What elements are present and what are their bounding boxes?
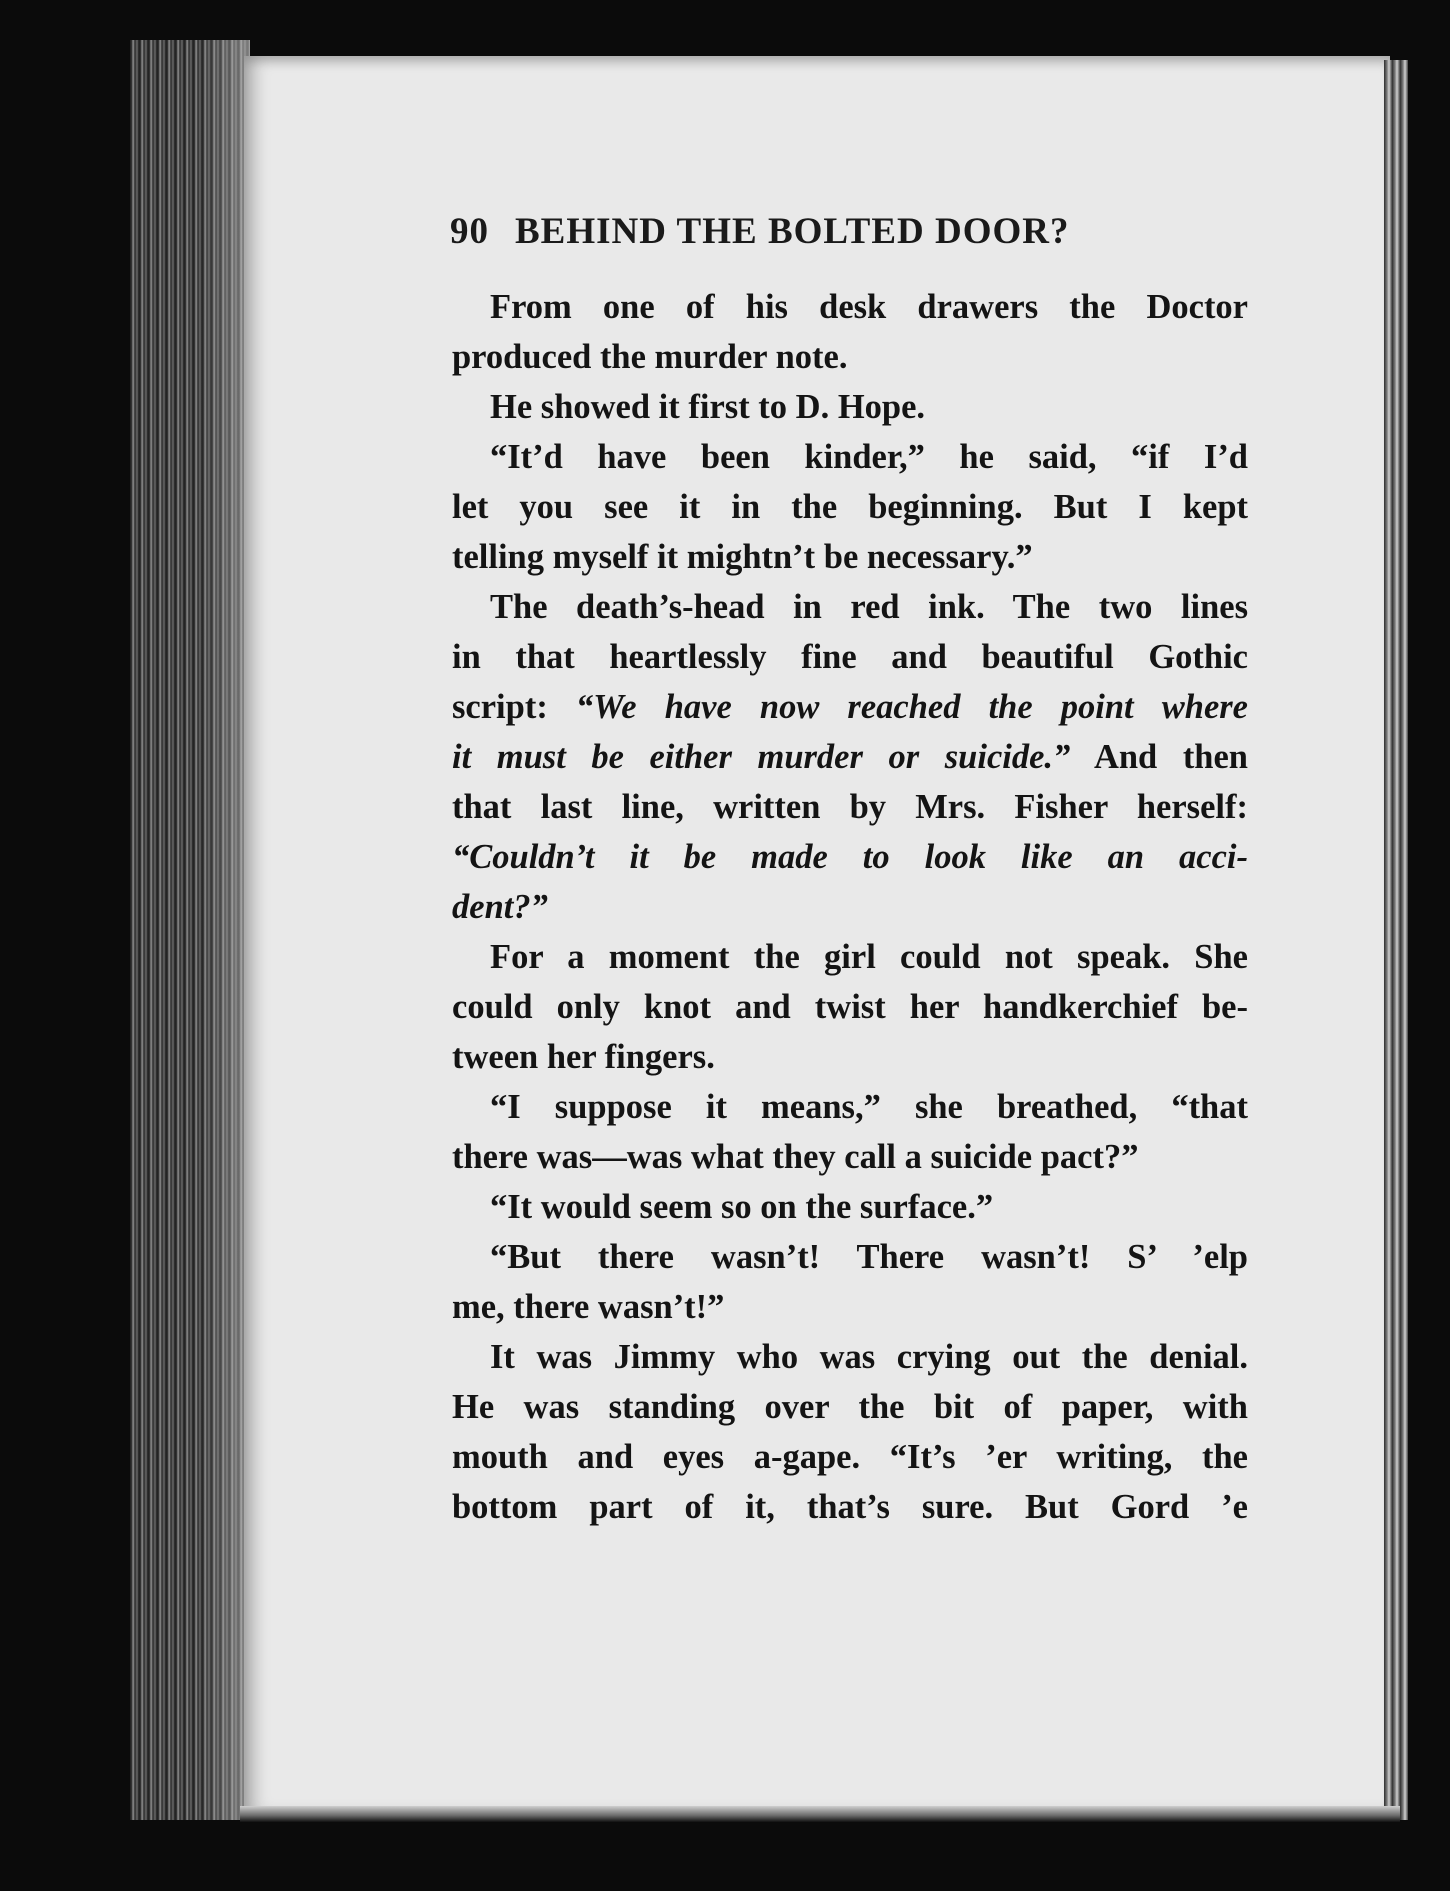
italic-quote: it must be either murder or suicide.”	[452, 738, 1071, 776]
text-line	[452, 732, 1248, 782]
italic-quote: dent?”	[452, 888, 548, 926]
text-fragment: script:	[452, 688, 576, 726]
text-line: me, there wasn’t!”	[452, 1288, 725, 1326]
text-line: in that heartlessly fine and beautiful Gothic	[452, 638, 1248, 676]
page-edges-shading	[200, 40, 250, 1820]
italic-quote: “Couldn’t it be made to look like an acci-	[452, 838, 1248, 876]
text-line: The death’s-head in red ink. The two lines	[490, 588, 1248, 626]
text-line: that last line, written by Mrs. Fisher herself:	[452, 788, 1248, 826]
text-line: produced the murder note.	[452, 338, 848, 376]
text-line: For a moment the girl could not speak. She	[490, 938, 1248, 976]
text-line: tween her fingers.	[452, 1038, 715, 1076]
text-line	[452, 832, 1248, 882]
running-head	[450, 210, 1070, 253]
text-line: He showed it first to D. Hope.	[490, 388, 926, 426]
text-line	[452, 882, 1248, 932]
text-line: “I suppose it means,” she breathed, “that	[490, 1088, 1248, 1126]
text-line	[452, 682, 1248, 732]
running-title: BEHIND THE BOLTED DOOR?	[515, 211, 1070, 252]
body-text	[452, 282, 1248, 1532]
text-line: telling myself it mightn’t be necessary.”	[452, 538, 1033, 576]
text-line: From one of his desk drawers the Doctor	[490, 288, 1248, 326]
text-line: “But there wasn’t! There wasn’t! S’ ’elp	[490, 1238, 1248, 1276]
text-line: It was Jimmy who was crying out the denial.	[490, 1338, 1248, 1376]
text-line: let you see it in the beginning. But I kept	[452, 488, 1248, 526]
text-line: mouth and eyes a-gape. “It’s ’er writing, the	[452, 1438, 1248, 1476]
text-fragment: And then	[1070, 738, 1248, 776]
text-line: “It’d have been kinder,” he said, “if I’d	[490, 438, 1248, 476]
text-line: He was standing over the bit of paper, with	[452, 1388, 1248, 1426]
text-line: bottom part of it, that’s sure. But Gord ’e	[452, 1488, 1248, 1526]
text-line: there was—was what they call a suicide pact?”	[452, 1138, 1139, 1176]
page-edges-bottom	[240, 1806, 1400, 1822]
page-number: 90	[450, 211, 489, 252]
text-line: could only knot and twist her handkerchief be-	[452, 988, 1248, 1026]
page-edges-right	[1384, 60, 1408, 1820]
text-line: “It would seem so on the surface.”	[490, 1188, 994, 1226]
italic-quote: “We have now reached the point where	[575, 688, 1248, 726]
